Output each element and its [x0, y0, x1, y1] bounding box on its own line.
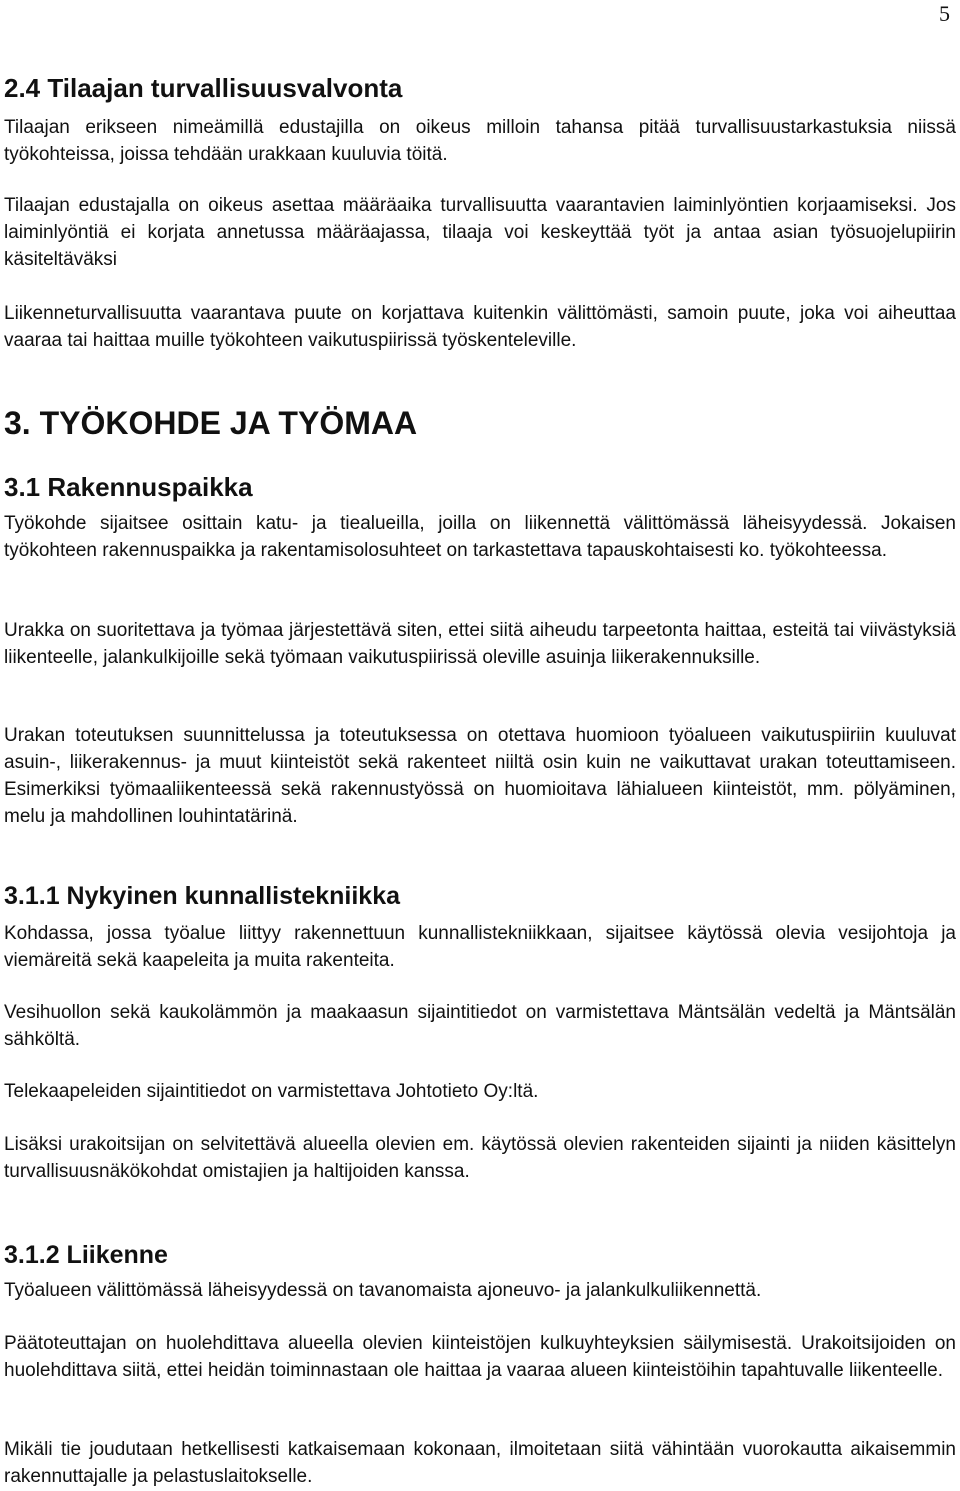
paragraph-2-4-2: Tilaajan edustajalla on oikeus asettaa määräaika turvallisuutta vaarantavien laiminlyöntien korjaamiseksi. Jos laiminlyöntiä ei korjata annetussa määräajassa, tilaaja voi keskeyttää työt ja antaa asian työsuojelupiirin käsiteltäväksi — [4, 195, 956, 270]
paragraph-3-1-2: Urakka on suoritettava ja työmaa järjestettävä siten, ettei siitä aiheudu tarpeetonta haittaa, esteitä tai viivästyksiä liikenteelle, jalankulkijoille sekä työmaan vaikutuspiirissä oleville asuinja liikerakennuksille. — [4, 620, 956, 668]
chapter-heading-3: 3. TYÖKOHDE JA TYÖMAA — [4, 405, 418, 441]
paragraph-3-1-1-4: Lisäksi urakoitsijan on selvitettävä alueella olevien em. käytössä olevien rakenteiden sijainti ja niiden käsittelyn turvallisuusnäkökohdat omistajien ja haltijoiden kanssa. — [4, 1134, 956, 1182]
page-number: 5 — [939, 1, 950, 26]
paragraph-3-1-2-3: Mikäli tie joudutaan hetkellisesti katkaisemaan kokonaan, ilmoitetaan siitä vähintään vuorokautta aikaisemmin rakennuttajalle ja pelastuslaitokselle. — [4, 1439, 956, 1487]
paragraph-3-1-1-2: Vesihuollon sekä kaukolämmön ja maakaasun sijaintitiedot on varmistettava Mäntsälän vedeltä ja Mäntsälän sähköltä. — [4, 1002, 956, 1050]
paragraph-3-1-2-1: Työalueen välittömässä läheisyydessä on tavanomaista ajoneuvo- ja jalankulkuliikennettä. — [4, 1280, 762, 1301]
paragraph-3-1-1-1: Kohdassa, jossa työalue liittyy rakennettuun kunnallistekniikkaan, sijaitsee käytössä olevia vesijohtoja ja viemäreitä sekä kaapeleita ja muita rakenteita. — [4, 923, 956, 971]
paragraph-3-1-1-3: Telekaapeleiden sijaintitiedot on varmistettava Johtotieto Oy:ltä. — [4, 1081, 539, 1102]
paragraph-3-1-3: Urakan toteutuksen suunnittelussa ja toteutuksessa on otettava huomioon työalueen vaikutuspiiriin kuuluvat asuin-, liikerakennus- ja muut kiinteistöt sekä rakenteet niiltä osin kuin ne vaikuttavat urakan toteuttamiseen. Esimerkiksi työmaaliikenteessä sekä rakennustyössä on huomioitava lähialueen kiinteistöt, mm. pölyäminen, melu ja mahdollinen louhintatärinä. — [4, 725, 956, 827]
paragraph-3-1-1: Työkohde sijaitsee osittain katu- ja tiealueilla, joilla on liikennettä välittömässä läheisyydessä. Jokaisen työkohteen rakennuspaikka ja rakentamisolosuhteet on tarkastettava tapauskohtaisesti ko. työkohteessa. — [4, 513, 956, 561]
subsection-heading-3-1-2: 3.1.2 Liikenne — [4, 1241, 168, 1269]
section-heading-2-4: 2.4 Tilaajan turvallisuusvalvonta — [4, 73, 403, 103]
paragraph-3-1-2-2: Päätoteuttajan on huolehdittava alueella olevien kiinteistöjen kulkuyhteyksien säilymisestä. Urakoitsijoiden on huolehdittava siitä, ettei heidän toiminnastaan ole haittaa ja vaaraa alueen kiinteistöihin tapahtuvalle liikenteelle. — [4, 1333, 956, 1381]
section-heading-3-1: 3.1 Rakennuspaikka — [4, 472, 253, 502]
paragraph-2-4-1: Tilaajan erikseen nimeämillä edustajilla on oikeus milloin tahansa pitää turvallisuustarkastuksia niissä työkohteissa, joissa tehdään urakkaan kuuluvia töitä. — [4, 117, 956, 165]
paragraph-2-4-3: Liikenneturvallisuutta vaarantava puute on korjattava kuitenkin välittömästi, samoin puute, joka voi aiheuttaa vaaraa tai haittaa muille työkohteen vaikutuspiirissä työskenteleville. — [4, 303, 956, 351]
subsection-heading-3-1-1: 3.1.1 Nykyinen kunnallistekniikka — [4, 882, 401, 910]
